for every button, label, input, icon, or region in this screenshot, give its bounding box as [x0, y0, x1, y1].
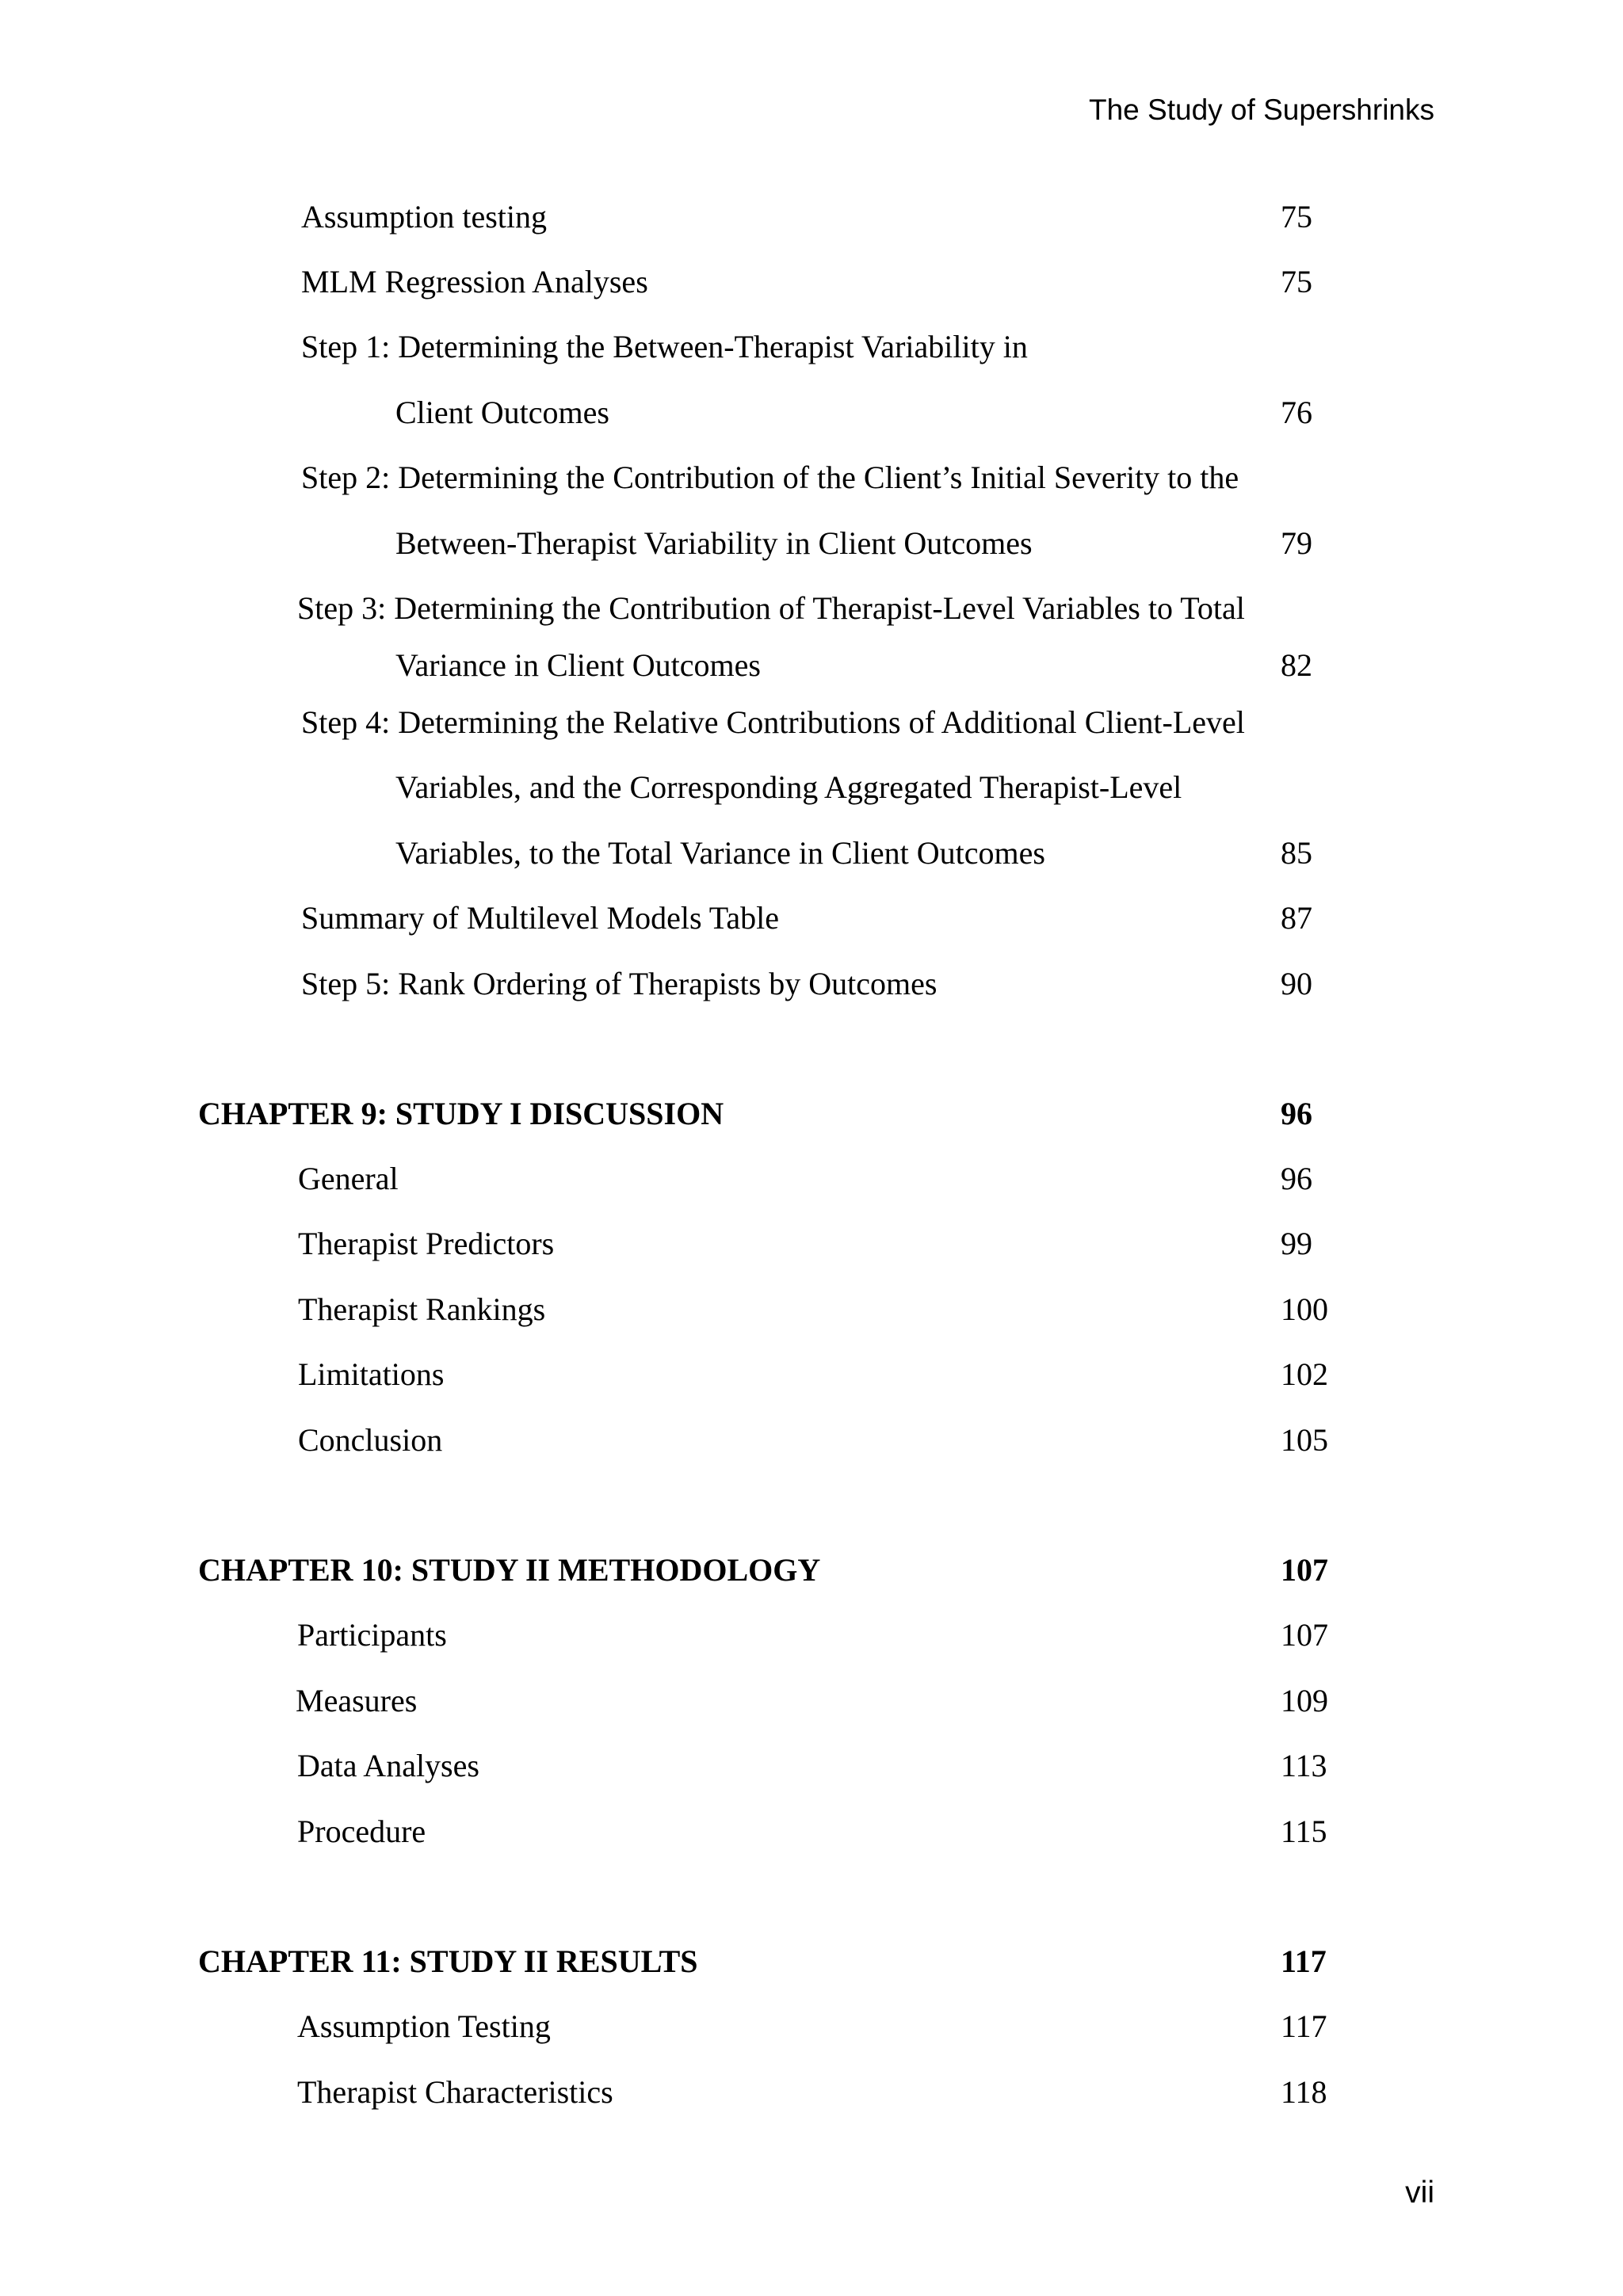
toc-entry-text: Variables, to the Total Variance in Client Outcomes	[395, 835, 1045, 871]
toc-chapter-heading: CHAPTER 11: STUDY II RESULTS	[198, 1943, 698, 1979]
toc-entry-page: 105	[1281, 1422, 1328, 1458]
toc-entry-text: Variance in Client Outcomes	[395, 647, 761, 683]
toc-entry-page: 109	[1281, 1683, 1328, 1718]
toc-chapter-page: 107	[1281, 1552, 1328, 1588]
toc-entry-text: Procedure	[297, 1814, 426, 1849]
toc-entry-page: 87	[1281, 900, 1312, 936]
toc-entry-text: Assumption testing	[301, 199, 548, 235]
toc-entry-page: 85	[1281, 835, 1312, 871]
toc-entry-page: 115	[1281, 1814, 1327, 1849]
toc-entry-page: 99	[1281, 1226, 1312, 1261]
toc-entry-text: Step 5: Rank Ordering of Therapists by Outcomes	[301, 966, 938, 1001]
toc-entry-page: 79	[1281, 525, 1312, 561]
toc-entry-page: 82	[1281, 647, 1312, 683]
toc-entry-text: Therapist Predictors	[298, 1226, 555, 1261]
toc-entry-page: 117	[1281, 2008, 1327, 2044]
page-number: vii	[1405, 2176, 1434, 2210]
toc-entry-page: 102	[1281, 1356, 1328, 1392]
toc-entry-page: 75	[1281, 264, 1312, 299]
running-header: The Study of Supershrinks	[1089, 93, 1434, 126]
toc-entry-text: Step 1: Determining the Between-Therapist Variability in	[301, 329, 1028, 364]
toc-entry-page: 107	[1281, 1617, 1328, 1653]
toc-entry-text: MLM Regression Analyses	[301, 264, 648, 299]
toc-entry-text: Limitations	[298, 1356, 445, 1392]
toc-entry-text: General	[298, 1161, 399, 1196]
toc-chapter-heading: CHAPTER 9: STUDY I DISCUSSION	[198, 1096, 724, 1131]
toc-entry-text: Summary of Multilevel Models Table	[301, 900, 780, 936]
toc-entry-text: Step 4: Determining the Relative Contributions of Additional Client-Level	[301, 704, 1245, 740]
toc-entry-text: Variables, and the Corresponding Aggregated Therapist-Level	[395, 769, 1182, 805]
toc-entry-text: Between-Therapist Variability in Client Outcomes	[395, 525, 1033, 561]
toc-entry-page: 90	[1281, 966, 1312, 1001]
toc-entry-page: 113	[1281, 1748, 1327, 1783]
toc-entry-page: 76	[1281, 395, 1312, 430]
toc-chapter-page: 117	[1281, 1943, 1327, 1979]
toc-entry-text: Step 3: Determining the Contribution of Therapist-Level Variables to Total	[297, 590, 1245, 626]
toc-entry-text: Measures	[296, 1683, 418, 1718]
toc-chapter-page: 96	[1281, 1096, 1312, 1131]
toc-entry-text: Client Outcomes	[395, 395, 609, 430]
toc-chapter-heading: CHAPTER 10: STUDY II METHODOLOGY	[198, 1552, 821, 1588]
toc-entry-text: Participants	[297, 1617, 447, 1653]
toc-entry-page: 96	[1281, 1161, 1312, 1196]
toc-entry-page: 75	[1281, 199, 1312, 235]
toc-entry-text: Conclusion	[298, 1422, 443, 1458]
toc-entry-text: Assumption Testing	[297, 2008, 551, 2044]
toc-entry-page: 118	[1281, 2074, 1327, 2110]
toc-entry-text: Data Analyses	[297, 1748, 479, 1783]
toc-entry-text: Therapist Characteristics	[297, 2074, 613, 2110]
toc-entry-text: Therapist Rankings	[298, 1291, 546, 1327]
toc-entry-text: Step 2: Determining the Contribution of the Client’s Initial Severity to the	[301, 460, 1239, 495]
toc-entry-page: 100	[1281, 1291, 1328, 1327]
